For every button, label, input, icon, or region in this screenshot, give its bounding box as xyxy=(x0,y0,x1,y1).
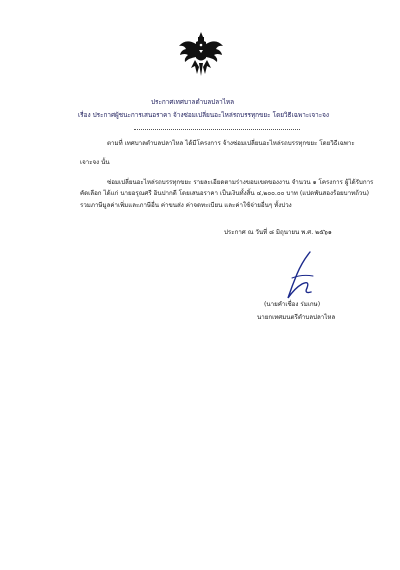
paragraph-1-line-1: ตามที่ เทศบาลตำบลปลาไหล ได้มีโครงการ จ้างซ่อมเปลี่ยนอะไหล่รถบรรทุกขยะ โดยวิธีเฉพาะ xyxy=(107,140,355,147)
announcement-date: ประกาศ ณ วันที่ ๘ มิถุนายน พ.ศ. ๒๕๖๑ xyxy=(224,229,332,236)
paragraph-1-line-2: เจาะจง นั้น xyxy=(80,159,110,166)
signatory-position: นายกเทศมนตรีตำบลปลาไหล xyxy=(257,314,336,321)
subject-heading: เรื่อง ประกาศผู้ชนะการเสนอราคา จ้างซ่อมเปลี่ยนอะไหล่รถบรรทุกขยะ โดยวิธีเฉพาะเจาะจง xyxy=(78,111,330,119)
handwritten-signature-icon xyxy=(280,248,320,306)
organization-heading: ประกาศเทศบาลตำบลปลาไหล xyxy=(151,98,235,106)
paragraph-2-line-2: คัดเลือก ได้แก่ นายอรุณศรี อินปากดี โดยเสนอราคา เป็นเงินทั้งสิ้น ๔,๒๐๐.๐๐ บาท (แปดพันสองร้อยบาทถ้วน) xyxy=(80,190,370,197)
garuda-emblem-icon xyxy=(176,30,226,78)
paragraph-2-line-1: ซ่อมเปลี่ยนอะไหล่รถบรรทุกขยะ รายละเอียดตามร่างขอบเขตของงาน จำนวน ๑ โครงการ ผู้ได้รับการ xyxy=(107,179,374,186)
signatory-name: (นายคำเชื่อง ร่มเกษ) xyxy=(264,301,321,308)
dotted-divider xyxy=(134,129,300,130)
paragraph-2-line-3: รวมภาษีมูลค่าเพิ่มและภาษีอื่น ค่าขนส่ง ค่าจดทะเบียน และค่าใช้จ่ายอื่นๆ ทั้งปวง xyxy=(80,202,292,209)
